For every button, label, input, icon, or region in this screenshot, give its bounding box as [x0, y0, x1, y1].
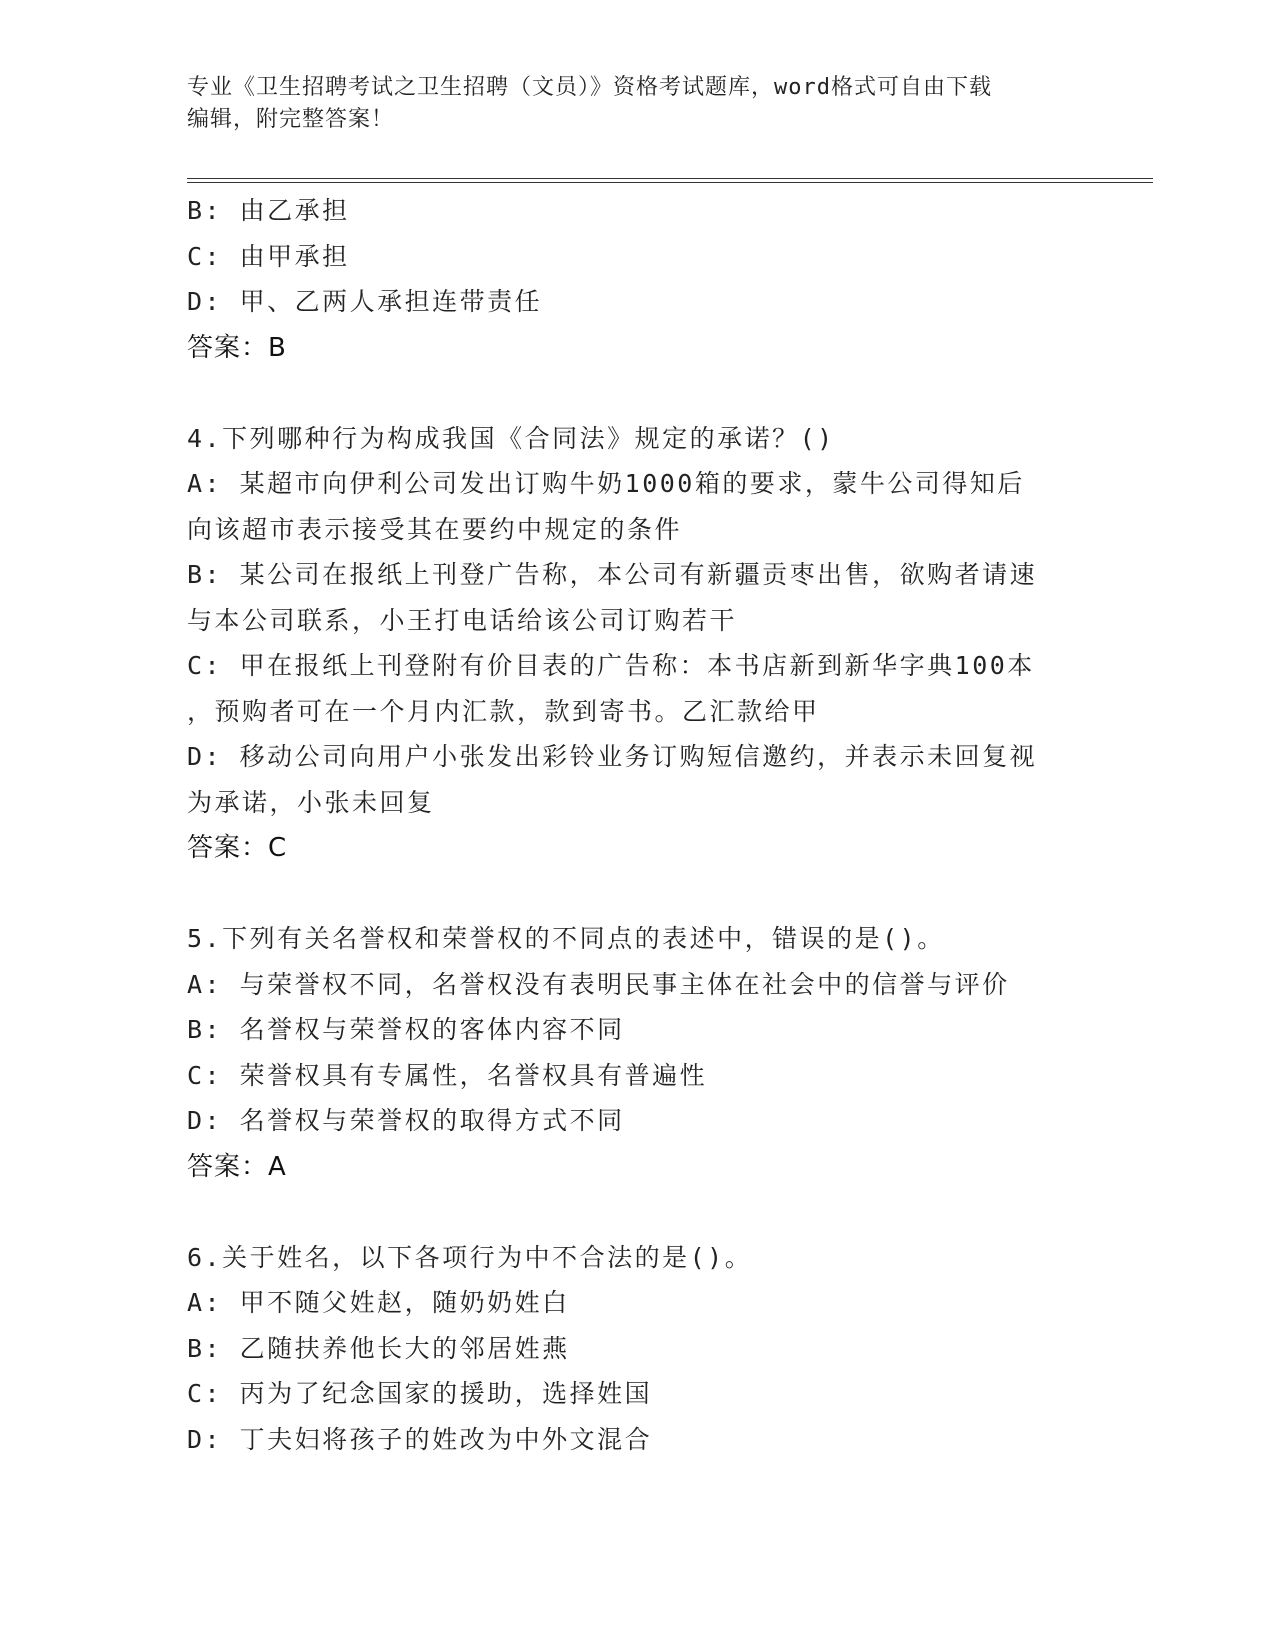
q4-option-c-line-1: C: 甲在报纸上刊登附有价目表的广告称：本书店新到新华字典100本 — [187, 651, 1035, 680]
question-3 — [187, 188, 1087, 371]
q4-option-c-line-2: ，预购者可在一个月内汇款，款到寄书。乙汇款给甲 — [187, 696, 820, 726]
q5-option-a: A: 与荣誉权不同，名誉权没有表明民事主体在社会中的信誉与评价 — [187, 969, 1010, 999]
question-content — [187, 188, 1087, 1462]
q4-option-b-line-2: 与本公司联系，小王打电话给该公司订购若干 — [187, 605, 738, 635]
document-header — [187, 72, 1087, 136]
q5-option-c: C: 荣誉权具有专属性，名誉权具有普遍性 — [187, 1060, 708, 1090]
q3-option-b: B: 由乙承担 — [187, 196, 350, 225]
q4-option-a-line-2: 向该超市表示接受其在要约中规定的条件 — [187, 514, 683, 544]
q6-option-d: D: 丁夫妇将孩子的姓改为中外文混合 — [187, 1424, 653, 1454]
q3-option-d: D: 甲、乙两人承担连带责任 — [187, 287, 543, 316]
q5-answer: 答案：A — [187, 1151, 287, 1182]
header-line-2: 编辑，附完整答案！ — [187, 107, 395, 132]
header-line-1: 专业《卫生招聘考试之卫生招聘（文员）》资格考试题库，word格式可自由下载 — [187, 75, 992, 100]
header-divider-bottom — [187, 182, 1153, 183]
q4-question: 4.下列哪种行为构成我国《合同法》规定的承诺？() — [187, 423, 835, 453]
q4-answer: 答案：C — [187, 833, 288, 863]
q4-option-b-line-1: B: 某公司在报纸上刊登广告称，本公司有新疆贡枣出售，欲购者请速 — [187, 560, 1038, 589]
q6-option-b: B: 乙随扶养他长大的邻居姓燕 — [187, 1333, 570, 1363]
question-5 — [187, 916, 1087, 1190]
q6-option-c: C: 丙为了纪念国家的援助，选择姓国 — [187, 1379, 653, 1408]
q6-option-a: A: 甲不随父姓赵，随奶奶姓白 — [187, 1288, 570, 1317]
q4-option-d-line-2: 为承诺，小张未回复 — [187, 787, 435, 817]
spacer — [187, 1190, 1087, 1235]
q3-answer: 答案：B — [187, 332, 287, 363]
q5-question: 5.下列有关名誉权和荣誉权的不同点的表述中，错误的是()。 — [187, 924, 945, 953]
question-6 — [187, 1235, 1087, 1463]
q4-option-d-line-1: D: 移动公司向用户小张发出彩铃业务订购短信邀约，并表示未回复视 — [187, 742, 1038, 771]
q4-option-a-line-1: A: 某超市向伊利公司发出订购牛奶1000箱的要求，蒙牛公司得知后 — [187, 469, 1025, 498]
spacer — [187, 871, 1087, 916]
spacer — [187, 371, 1087, 416]
question-4 — [187, 416, 1087, 872]
q6-question: 6.关于姓名，以下各项行为中不合法的是()。 — [187, 1242, 753, 1272]
q5-option-b: B: 名誉权与荣誉权的客体内容不同 — [187, 1015, 625, 1044]
header-divider-top — [187, 178, 1153, 179]
q3-option-c: C: 由甲承担 — [187, 241, 350, 271]
q5-option-d: D: 名誉权与荣誉权的取得方式不同 — [187, 1106, 625, 1135]
